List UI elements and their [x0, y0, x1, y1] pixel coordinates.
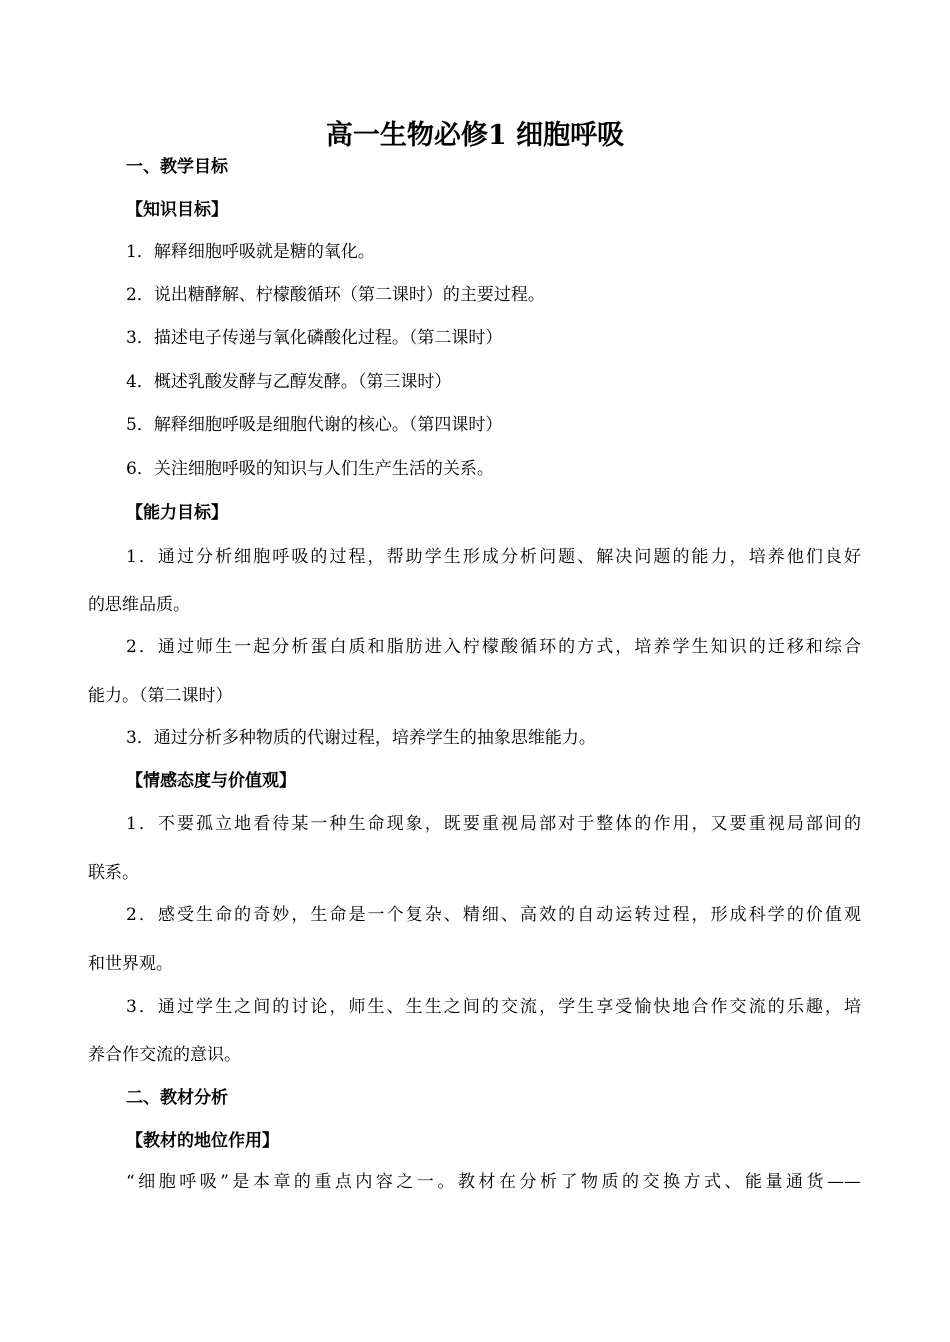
knowledge-item-4: 4．概述乳酸发酵与乙醇发酵。（第三课时）: [126, 372, 452, 392]
section-heading-material-analysis: 二、教材分析: [126, 1088, 228, 1108]
emotion-item-2-line-2: 和世界观。: [88, 954, 173, 974]
emotion-item-3-line-1: 3．通过学生之间的讨论，师生、生生之间的交流，学生享受愉快地合作交流的乐趣，培: [126, 997, 861, 1017]
section-heading-teaching-goals: 一、教学目标: [126, 157, 228, 177]
ability-item-3: 3．通过分析多种物质的代谢过程，培养学生的抽象思维能力。: [126, 728, 596, 748]
subheading-material-role: 【教材的地位作用】: [126, 1131, 279, 1151]
emotion-item-1-line-2: 联系。: [88, 863, 139, 883]
ability-item-2-line-2: 能力。（第二课时）: [88, 686, 233, 706]
subheading-ability-goals: 【能力目标】: [126, 503, 228, 523]
knowledge-item-5: 5．解释细胞呼吸是细胞代谢的核心。（第四课时）: [126, 415, 503, 435]
document-title: 高一生物必修1 细胞呼吸: [325, 120, 625, 151]
subheading-knowledge-goals: 【知识目标】: [126, 200, 228, 220]
emotion-item-3-line-2: 养合作交流的意识。: [88, 1045, 241, 1065]
emotion-item-2-line-1: 2．感受生命的奇妙，生命是一个复杂、精细、高效的自动运转过程，形成科学的价值观: [126, 905, 861, 925]
knowledge-item-2: 2．说出糖酵解、柠檬酸循环（第二课时）的主要过程。: [126, 285, 545, 305]
knowledge-item-3: 3．描述电子传递与氧化磷酸化过程。（第二课时）: [126, 328, 503, 348]
subheading-emotion-values: 【情感态度与价值观】: [126, 771, 296, 791]
knowledge-item-6: 6．关注细胞呼吸的知识与人们生产生活的关系。: [126, 459, 494, 479]
ability-item-1-line-1: 1．通过分析细胞呼吸的过程，帮助学生形成分析问题、解决问题的能力，培养他们良好: [126, 547, 861, 567]
ability-item-2-line-1: 2．通过师生一起分析蛋白质和脂肪进入柠檬酸循环的方式，培养学生知识的迁移和综合: [126, 637, 861, 657]
ability-item-1-line-2: 的思维品质。: [88, 595, 190, 615]
emotion-item-1-line-1: 1．不要孤立地看待某一种生命现象，既要重视局部对于整体的作用，又要重视局部间的: [126, 814, 861, 834]
material-role-paragraph-line-1: “细胞呼吸”是本章的重点内容之一。教材在分析了物质的交换方式、能量通货——: [126, 1172, 861, 1192]
knowledge-item-1: 1．解释细胞呼吸就是糖的氧化。: [126, 242, 375, 262]
